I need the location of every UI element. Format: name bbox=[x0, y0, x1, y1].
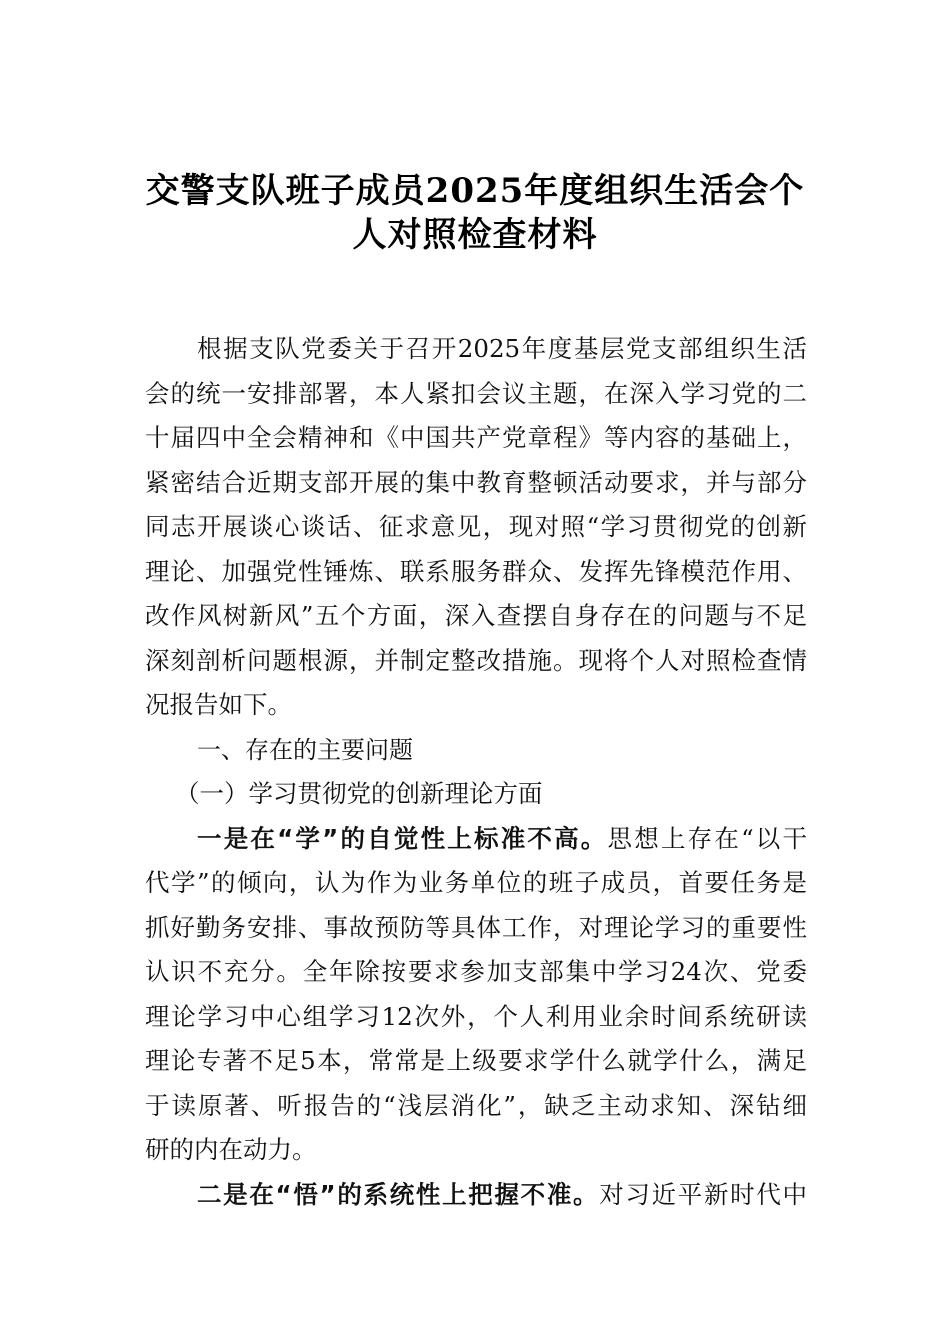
point-1-line: 于读原著、听报告的“浅层消化”，缺乏主动求知、深钻细 bbox=[145, 1090, 807, 1120]
point-2-bold-lead: 二是在“悟”的系统性上把握不准。 bbox=[197, 1179, 600, 1209]
document-title-line-1: 交警支队班子成员2025年度组织生活会个 bbox=[145, 171, 805, 211]
intro-paragraph-line: 会的统一安排部署，本人紧扣会议主题，在深入学习党的二 bbox=[145, 378, 807, 408]
point-1-line: 研的内在动力。 bbox=[145, 1135, 317, 1164]
point-1-first-line bbox=[145, 817, 807, 862]
point-2-first-line bbox=[145, 1173, 807, 1218]
point-1-bold-lead: 一是在“学”的自觉性上标准不高。 bbox=[197, 823, 608, 853]
point-1-line: 抓好勤务安排、事故预防等具体工作，对理论学习的重要性 bbox=[145, 912, 807, 942]
point-1-line: 理论专著不足5本，常常是上级要求学什么就学什么，满足 bbox=[145, 1046, 807, 1075]
intro-paragraph-line: 况报告如下。 bbox=[145, 690, 292, 719]
intro-paragraph-line: 理论、加强党性锤炼、联系服务群众、发挥先锋模范作用、 bbox=[145, 556, 807, 586]
point-1-line: 代学”的倾向，认为作为业务单位的班子成员，首要任务是 bbox=[145, 868, 807, 897]
intro-paragraph-line: 深刻剖析问题根源，并制定整改措施。现将个人对照检查情 bbox=[145, 645, 807, 675]
intro-paragraph-line: 紧密结合近期支部开展的集中教育整顿活动要求，并与部分 bbox=[145, 467, 807, 497]
document-title-line-2: 人对照检查材料 bbox=[352, 215, 598, 255]
section-heading: 一、存在的主要问题 bbox=[197, 735, 413, 764]
subsection-heading: （一）学习贯彻党的创新理论方面 bbox=[175, 779, 543, 808]
intro-paragraph-line: 十届四中全会精神和《中国共产党章程》等内容的基础上， bbox=[145, 423, 807, 452]
point-1-first-line-rest: 思想上存在“以干 bbox=[607, 823, 808, 853]
intro-paragraph-line: 根据支队党委关于召开2025年度基层党支部组织生活 bbox=[197, 334, 807, 363]
point-1-line: 认识不充分。全年除按要求参加支部集中学习24次、党委 bbox=[145, 957, 807, 986]
intro-paragraph-line: 改作风树新风”五个方面，深入查摆自身存在的问题与不足 bbox=[145, 601, 807, 630]
point-2-first-line-rest: 对习近平新时代中 bbox=[599, 1179, 808, 1209]
document-body bbox=[145, 327, 807, 1217]
point-1-line: 理论学习中心组学习12次外，个人利用业余时间系统研读 bbox=[145, 1001, 807, 1031]
intro-paragraph-line: 同志开展谈心谈话、征求意见，现对照“学习贯彻党的创新 bbox=[145, 512, 807, 541]
